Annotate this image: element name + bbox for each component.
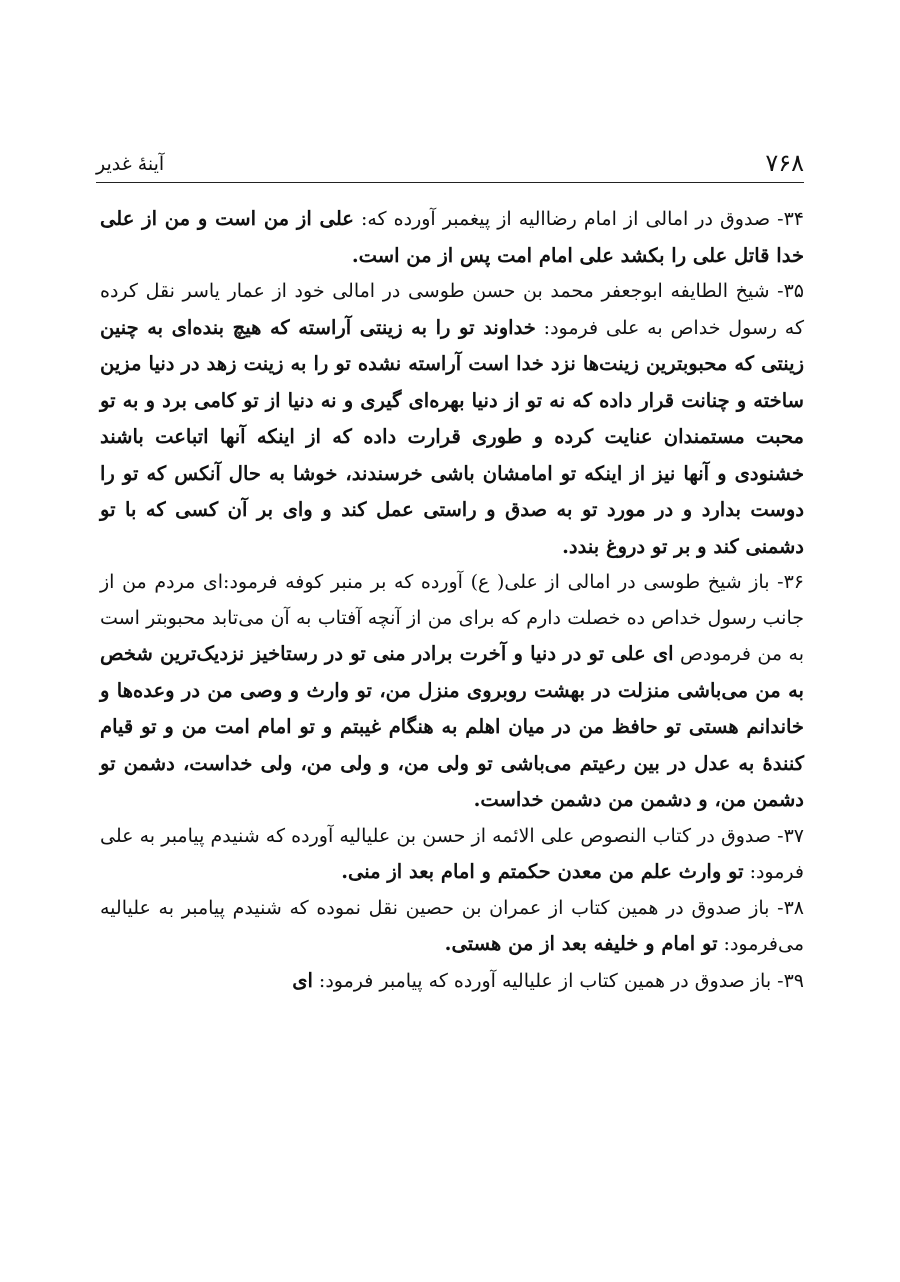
hadith-quote: ای	[292, 968, 313, 992]
hadith-paragraph-36	[100, 565, 804, 819]
hadith-paragraph-35	[100, 274, 804, 565]
hadith-quote: ای علی تو در دنیا و آخرت برادر منی تو در رستاخیز نزدیک‌ترین شخص به من می‌باشی منزلت در بهشت روبروی منزل من، تو وارث و وصی من در وعده‌ها و خاندانم هستی تو حافظ من در میان اهلم به هنگام غیبتم و تو امام امت من و تو قیام کنندهٔ به عدل در بین رعیتم می‌باشی تو ولی من، و ولی من، ولی خداست، دشمن تو دشمن من، و دشمن من دشمن خداست.	[100, 642, 804, 811]
page-number: ۷۶۸	[765, 149, 804, 177]
hadith-text: ۳۹- باز صدوق در همین کتاب از علیاليه آورده که پیامبر فرمود:	[312, 969, 804, 992]
hadith-text: ۳۵- شیخ الطایفه ابوجعفر محمد بن حسن طوسی در امالی خود از عمار یاسر نقل کرده که رسول خداص به علی فرمود:	[100, 280, 804, 339]
hadith-text: ۳۸- باز صدوق در همین کتاب از عمران بن حصین نقل نموده که شنیدم پیامبر به علیاليه می‌فرمود:	[100, 896, 804, 955]
hadith-quote: تو وارث علم من معدن حکمتم و امام بعد از منی.	[341, 860, 744, 883]
hadith-text: ۳۶- باز شیخ طوسی در امالی از علی( ع) آورده که بر منبر کوفه فرمود:ای مردم من از جانب رسول خداص ده خصلت دارم که برای من از آنچه آفتاب به آن می‌تابد محبوبتر است به من فرمودص	[100, 571, 804, 665]
hadith-quote: علی از من است و من از علی خدا قاتل علی را بکشد علی امام امت پس از من است.	[100, 207, 804, 267]
running-title: آینهٔ غدیر	[96, 153, 165, 175]
hadith-text: ۳۴- صدوق در امالی از امام رضااليه از پیغمبر آورده که:	[353, 208, 804, 230]
hadith-quote: تو امام و خلیفه بعد از من هستی.	[444, 932, 718, 955]
hadith-paragraph-39	[100, 963, 804, 1000]
hadith-paragraph-37	[100, 819, 804, 891]
hadith-text: ۳۷- صدوق در کتاب النصوص علی الائمه از حسن بن علیاليه آورده که شنیدم پیامبر به علی فرمود:	[100, 824, 804, 883]
hadith-paragraph-38	[100, 891, 804, 963]
hadith-quote: خداوند تو را به زینتی آراسته که هیچ بنده‌ای به چنین زینتی که محبوبترین زینت‌ها نزد خدا است آراسته نشده تو را به زینت زهد در دنیا مزین ساخته و چنانت قرار داده که نه تو از دنیا بهره‌ای گیری و نه دنیا از تو کامی برد و به تو محبت مستمندان عنایت کرده و طوری قرارت داده که از اینکه آنها اتباعت باشند خشنودی و آنها نیز از اینکه تو امامشان باشی خرسندند، خوشا به حال آنکس که تو را دوست بدارد و در مورد تو به صدق و راستی عمل کند و وای بر آن کسی که با تو دشمنی کند و بر تو دروغ بندد.	[100, 315, 804, 558]
hadith-paragraph-34	[100, 201, 804, 274]
text-body	[100, 201, 804, 999]
page-header	[96, 146, 804, 183]
